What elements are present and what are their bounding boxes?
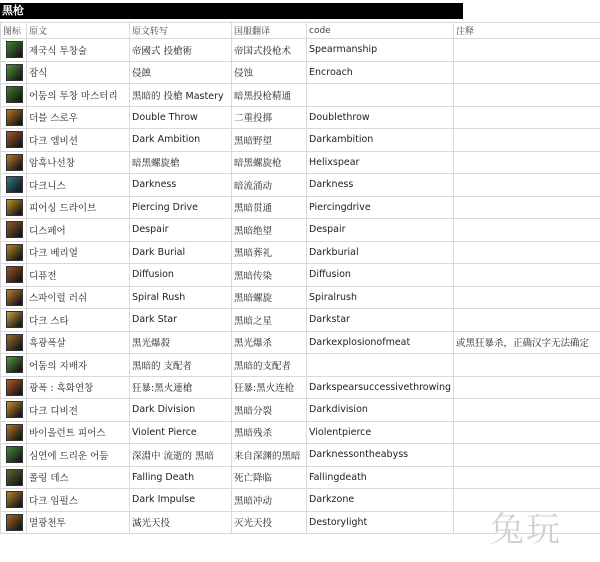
table-row xyxy=(1,376,600,399)
icon-cell xyxy=(1,489,27,512)
cn-cell: 黑暗的支配者 xyxy=(232,354,307,377)
code-cell: Darkstar xyxy=(307,309,454,332)
cn-cell: 黑暗传染 xyxy=(232,264,307,287)
code-cell: Darkness xyxy=(307,174,454,197)
spear-skill-icon xyxy=(6,244,23,261)
icon-cell xyxy=(1,84,27,107)
note-cell xyxy=(454,309,600,332)
icon-cell xyxy=(1,444,27,467)
icon-cell xyxy=(1,196,27,219)
header-code: code xyxy=(307,23,454,39)
icon-cell xyxy=(1,376,27,399)
cn-cell: 暗黑螺旋枪 xyxy=(232,151,307,174)
original-cell: 다크 엠비션 xyxy=(27,129,130,152)
icon-cell xyxy=(1,309,27,332)
code-cell: Spearmanship xyxy=(307,39,454,62)
cn-cell: 黑暗分裂 xyxy=(232,399,307,422)
note-cell xyxy=(454,241,600,264)
transcription-cell: Diffusion xyxy=(130,264,232,287)
table-row xyxy=(1,61,600,84)
spear-skill-icon xyxy=(6,424,23,441)
transcription-cell: Despair xyxy=(130,219,232,242)
transcription-cell: 深淵中 流逝的 黑暗 xyxy=(130,444,232,467)
table-row xyxy=(1,174,600,197)
note-cell xyxy=(454,196,600,219)
original-cell: 제국식 투창술 xyxy=(27,39,130,62)
code-cell: Darkzone xyxy=(307,489,454,512)
cn-cell: 黑暗葬礼 xyxy=(232,241,307,264)
icon-cell xyxy=(1,241,27,264)
original-cell: 피어싱 드라이브 xyxy=(27,196,130,219)
spear-skill-icon xyxy=(6,289,23,306)
note-cell xyxy=(454,264,600,287)
note-cell xyxy=(454,444,600,467)
table-row xyxy=(1,354,600,377)
icon-cell xyxy=(1,511,27,534)
code-cell xyxy=(307,84,454,107)
original-cell: 바이올런트 피어스 xyxy=(27,421,130,444)
original-cell: 스파이럴 러쉬 xyxy=(27,286,130,309)
transcription-cell: Dark Star xyxy=(130,309,232,332)
icon-cell xyxy=(1,466,27,489)
transcription-cell: Violent Pierce xyxy=(130,421,232,444)
icon-cell xyxy=(1,61,27,84)
code-cell: Fallingdeath xyxy=(307,466,454,489)
transcription-cell: 暗黑螺旋槍 xyxy=(130,151,232,174)
note-cell xyxy=(454,286,600,309)
skill-table xyxy=(0,22,600,534)
icon-cell xyxy=(1,219,27,242)
note-cell xyxy=(454,129,600,152)
spear-skill-icon xyxy=(6,334,23,351)
table-row xyxy=(1,129,600,152)
cn-cell: 黑暗野望 xyxy=(232,129,307,152)
spear-skill-icon xyxy=(6,199,23,216)
note-cell xyxy=(454,354,600,377)
cn-cell: 黑暗之星 xyxy=(232,309,307,332)
original-cell: 디퓨전 xyxy=(27,264,130,287)
cn-cell: 帝国式投枪术 xyxy=(232,39,307,62)
original-cell: 폴링 데스 xyxy=(27,466,130,489)
original-cell: 더블 스로우 xyxy=(27,106,130,129)
table-row xyxy=(1,84,600,107)
icon-cell xyxy=(1,421,27,444)
cn-cell: 黑暗贯通 xyxy=(232,196,307,219)
original-cell: 어둠의 투창 마스터리 xyxy=(27,84,130,107)
original-cell: 다크 스타 xyxy=(27,309,130,332)
spear-skill-icon xyxy=(6,379,23,396)
icon-cell xyxy=(1,129,27,152)
table-row xyxy=(1,241,600,264)
cn-cell: 二重投掷 xyxy=(232,106,307,129)
code-cell: Darknessontheabyss xyxy=(307,444,454,467)
table-row xyxy=(1,421,600,444)
table-row xyxy=(1,444,600,467)
cn-cell: 黑暗绝望 xyxy=(232,219,307,242)
spear-skill-icon xyxy=(6,176,23,193)
transcription-cell: Piercing Drive xyxy=(130,196,232,219)
cn-cell: 灭光天投 xyxy=(232,511,307,534)
note-cell xyxy=(454,376,600,399)
code-cell: Piercingdrive xyxy=(307,196,454,219)
spear-skill-icon xyxy=(6,514,23,531)
code-cell: Darkspearsuccessivethrowing xyxy=(307,376,454,399)
header-note: 注释 xyxy=(454,23,600,39)
table-row xyxy=(1,196,600,219)
transcription-cell: 滅光天投 xyxy=(130,511,232,534)
spear-skill-icon xyxy=(6,311,23,328)
spear-skill-icon xyxy=(6,109,23,126)
note-cell xyxy=(454,219,600,242)
note-cell xyxy=(454,106,600,129)
cn-cell: 暗黑投枪精通 xyxy=(232,84,307,107)
original-cell: 어둠의 지배자 xyxy=(27,354,130,377)
table-row xyxy=(1,331,600,354)
table-row xyxy=(1,264,600,287)
code-cell: Diffusion xyxy=(307,264,454,287)
watermark: 兔玩 xyxy=(490,510,562,550)
cn-cell: 狂暴:黑火连枪 xyxy=(232,376,307,399)
table-row xyxy=(1,466,600,489)
spear-skill-icon xyxy=(6,221,23,238)
cn-cell: 黑暗残杀 xyxy=(232,421,307,444)
table-row xyxy=(1,151,600,174)
cn-cell: 来自深渊的黑暗 xyxy=(232,444,307,467)
spear-skill-icon xyxy=(6,41,23,58)
original-cell: 잠식 xyxy=(27,61,130,84)
transcription-cell: Dark Ambition xyxy=(130,129,232,152)
spear-skill-icon xyxy=(6,356,23,373)
note-cell xyxy=(454,39,600,62)
code-cell: Encroach xyxy=(307,61,454,84)
original-cell: 흑광폭살 xyxy=(27,331,130,354)
transcription-cell: Dark Burial xyxy=(130,241,232,264)
table-row xyxy=(1,219,600,242)
note-cell xyxy=(454,399,600,422)
original-cell: 다크니스 xyxy=(27,174,130,197)
header-original: 原文 xyxy=(27,23,130,39)
original-cell: 멸광천투 xyxy=(27,511,130,534)
code-cell: Darkexplosionofmeat xyxy=(307,331,454,354)
icon-cell xyxy=(1,354,27,377)
table-row xyxy=(1,399,600,422)
note-cell xyxy=(454,174,600,197)
original-cell: 다크 베리얼 xyxy=(27,241,130,264)
table-row xyxy=(1,286,600,309)
note-cell xyxy=(454,421,600,444)
note-cell xyxy=(454,466,600,489)
original-cell: 광폭 : 흑화연창 xyxy=(27,376,130,399)
original-cell: 다크 디비전 xyxy=(27,399,130,422)
original-cell: 심연에 드리운 어둠 xyxy=(27,444,130,467)
spear-skill-icon xyxy=(6,131,23,148)
spear-skill-icon xyxy=(6,154,23,171)
code-cell: Darkdivision xyxy=(307,399,454,422)
transcription-cell: 帝國式 投槍術 xyxy=(130,39,232,62)
original-cell: 다크 임펄스 xyxy=(27,489,130,512)
cn-cell: 暗流涌动 xyxy=(232,174,307,197)
code-cell: Destorylight xyxy=(307,511,454,534)
cn-cell: 黑光爆杀 xyxy=(232,331,307,354)
table-row xyxy=(1,106,600,129)
spear-skill-icon xyxy=(6,401,23,418)
transcription-cell: 侵蝕 xyxy=(130,61,232,84)
icon-cell xyxy=(1,151,27,174)
icon-cell xyxy=(1,399,27,422)
code-cell: Darkburial xyxy=(307,241,454,264)
spear-skill-icon xyxy=(6,266,23,283)
icon-cell xyxy=(1,331,27,354)
icon-cell xyxy=(1,39,27,62)
transcription-cell: Spiral Rush xyxy=(130,286,232,309)
header-row xyxy=(1,23,600,39)
original-cell: 디스페어 xyxy=(27,219,130,242)
spear-skill-icon xyxy=(6,86,23,103)
transcription-cell: 黑光爆殺 xyxy=(130,331,232,354)
code-cell: Helixspear xyxy=(307,151,454,174)
spear-skill-icon xyxy=(6,469,23,486)
cn-cell: 侵蚀 xyxy=(232,61,307,84)
code-cell xyxy=(307,354,454,377)
note-cell xyxy=(454,84,600,107)
note-cell xyxy=(454,61,600,84)
cn-cell: 黑暗冲动 xyxy=(232,489,307,512)
transcription-cell: 狂暴:黑火連槍 xyxy=(130,376,232,399)
cn-cell: 黑暗螺旋 xyxy=(232,286,307,309)
code-cell: Doublethrow xyxy=(307,106,454,129)
original-cell: 암흑나선창 xyxy=(27,151,130,174)
spear-skill-icon xyxy=(6,64,23,81)
icon-cell xyxy=(1,174,27,197)
header-cn: 国服翻译 xyxy=(232,23,307,39)
transcription-cell: Double Throw xyxy=(130,106,232,129)
icon-cell xyxy=(1,264,27,287)
note-cell xyxy=(454,151,600,174)
spear-skill-icon xyxy=(6,491,23,508)
transcription-cell: Dark Division xyxy=(130,399,232,422)
transcription-cell: 黑暗的 支配者 xyxy=(130,354,232,377)
code-cell: Violentpierce xyxy=(307,421,454,444)
cn-cell: 死亡降临 xyxy=(232,466,307,489)
spear-skill-icon xyxy=(6,446,23,463)
table-row xyxy=(1,39,600,62)
header-icon: 图标 xyxy=(1,23,27,39)
transcription-cell: Darkness xyxy=(130,174,232,197)
transcription-cell: Dark Impulse xyxy=(130,489,232,512)
icon-cell xyxy=(1,286,27,309)
transcription-cell: Falling Death xyxy=(130,466,232,489)
header-transcription: 原文转写 xyxy=(130,23,232,39)
code-cell: Despair xyxy=(307,219,454,242)
page-title: 黑枪 xyxy=(0,3,463,19)
code-cell: Spiralrush xyxy=(307,286,454,309)
icon-cell xyxy=(1,106,27,129)
table-row xyxy=(1,309,600,332)
note-cell: 或黑狂暴杀，正确汉字无法确定 xyxy=(454,331,600,354)
transcription-cell: 黑暗的 投槍 Mastery xyxy=(130,84,232,107)
code-cell: Darkambition xyxy=(307,129,454,152)
